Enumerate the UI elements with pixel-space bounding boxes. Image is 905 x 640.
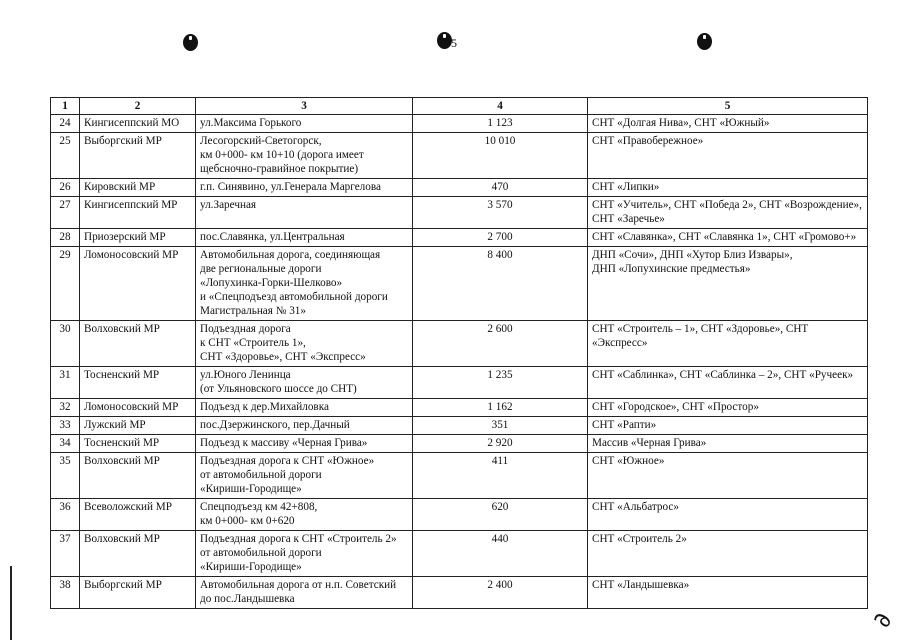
row-number: 35 xyxy=(51,453,80,499)
district-cell: Кингисеппский МО xyxy=(80,115,196,133)
district-cell: Выборгский МР xyxy=(80,577,196,609)
road-cell: ул.Юного Ленинца (от Ульяновского шоссе до СНТ) xyxy=(196,367,413,399)
length-cell: 1 162 xyxy=(413,399,588,417)
length-cell: 10 010 xyxy=(413,133,588,179)
row-number: 38 xyxy=(51,577,80,609)
table-header-row xyxy=(51,98,868,115)
snt-cell: СНТ «Строитель – 1», СНТ «Здоровье», СНТ «Экспресс» xyxy=(588,321,868,367)
snt-cell: СНТ «Городское», СНТ «Простор» xyxy=(588,399,868,417)
length-cell: 620 xyxy=(413,499,588,531)
snt-cell: СНТ «Альбатрос» xyxy=(588,499,868,531)
length-cell: 2 920 xyxy=(413,435,588,453)
row-number: 29 xyxy=(51,247,80,321)
snt-cell: СНТ «Ландышевка» xyxy=(588,577,868,609)
district-cell: Волховский МР xyxy=(80,453,196,499)
column-header: 2 xyxy=(80,98,196,115)
road-cell: Лесогорский-Светогорск, км 0+000- км 10+10 (дорога имеет щебсночно-гравийное покрытие) xyxy=(196,133,413,179)
snt-cell: СНТ «Учитель», СНТ «Победа 2», СНТ «Возрождение», СНТ «Заречье» xyxy=(588,197,868,229)
road-cell: Подъездная дорога к СНТ «Южное» от автомобильной дороги «Кириши-Городище» xyxy=(196,453,413,499)
road-cell: Автомобильная дорога, соединяющая две региональные дороги «Лопухинка-Горки-Шелково» и «Спецподъезд автомобильной дороги Магистральная № 31» xyxy=(196,247,413,321)
length-cell: 8 400 xyxy=(413,247,588,321)
district-cell: Кировский МР xyxy=(80,179,196,197)
column-header: 4 xyxy=(413,98,588,115)
length-cell: 1 123 xyxy=(413,115,588,133)
road-cell: Подъезд к дер.Михайловка xyxy=(196,399,413,417)
length-cell: 351 xyxy=(413,417,588,435)
length-cell: 440 xyxy=(413,531,588,577)
table-row xyxy=(51,229,868,247)
district-cell: Волховский МР xyxy=(80,531,196,577)
row-number: 25 xyxy=(51,133,80,179)
row-number: 32 xyxy=(51,399,80,417)
snt-cell: СНТ «Долгая Нива», СНТ «Южный» xyxy=(588,115,868,133)
row-number: 33 xyxy=(51,417,80,435)
column-header: 3 xyxy=(196,98,413,115)
road-cell: Автомобильная дорога от н.п. Советский до пос.Ландышевка xyxy=(196,577,413,609)
road-cell: ул.Максима Горького xyxy=(196,115,413,133)
row-number: 24 xyxy=(51,115,80,133)
district-cell: Всеволожский МР xyxy=(80,499,196,531)
column-header: 5 xyxy=(588,98,868,115)
table-row xyxy=(51,453,868,499)
table-row xyxy=(51,367,868,399)
table-row xyxy=(51,197,868,229)
district-cell: Выборгский МР xyxy=(80,133,196,179)
roads-table xyxy=(50,97,868,609)
road-cell: Подъездная дорога к СНТ «Строитель 1», СНТ «Здоровье», СНТ «Экспресс» xyxy=(196,321,413,367)
table-row xyxy=(51,499,868,531)
district-cell: Кингисеппский МР xyxy=(80,197,196,229)
table-row xyxy=(51,133,868,179)
row-number: 26 xyxy=(51,179,80,197)
scan-edge-line xyxy=(10,566,12,640)
district-cell: Тосненский МР xyxy=(80,435,196,453)
snt-cell: Массив «Черная Грива» xyxy=(588,435,868,453)
road-cell: Подъезд к массиву «Черная Грива» xyxy=(196,435,413,453)
table-row xyxy=(51,115,868,133)
road-cell: Спецподъезд км 42+808, км 0+000- км 0+620 xyxy=(196,499,413,531)
length-cell: 1 235 xyxy=(413,367,588,399)
table-row xyxy=(51,435,868,453)
table-row xyxy=(51,417,868,435)
district-cell: Ломоносовский МР xyxy=(80,399,196,417)
punch-hole-right xyxy=(697,33,712,50)
snt-cell: СНТ «Славянка», СНТ «Славянка 1», СНТ «Громово+» xyxy=(588,229,868,247)
district-cell: Лужский МР xyxy=(80,417,196,435)
snt-cell: СНТ «Саблинка», СНТ «Саблинка – 2», СНТ «Ручеек» xyxy=(588,367,868,399)
table-row xyxy=(51,179,868,197)
district-cell: Тосненский МР xyxy=(80,367,196,399)
punch-hole-left xyxy=(183,34,198,51)
snt-cell: СНТ «Липки» xyxy=(588,179,868,197)
length-cell: 2 400 xyxy=(413,577,588,609)
table-row xyxy=(51,531,868,577)
district-cell: Ломоносовский МР xyxy=(80,247,196,321)
road-cell: Подъездная дорога к СНТ «Строитель 2» от автомобильной дороги «Кириши-Городище» xyxy=(196,531,413,577)
length-cell: 411 xyxy=(413,453,588,499)
road-cell: пос.Славянка, ул.Центральная xyxy=(196,229,413,247)
length-cell: 470 xyxy=(413,179,588,197)
road-cell: ул.Заречная xyxy=(196,197,413,229)
length-cell: 2 700 xyxy=(413,229,588,247)
snt-cell: ДНП «Сочи», ДНП «Хутор Близ Извары», ДНП «Лопухинские предместья» xyxy=(588,247,868,321)
length-cell: 2 600 xyxy=(413,321,588,367)
row-number: 30 xyxy=(51,321,80,367)
page-number: 5 xyxy=(451,36,457,50)
table-row xyxy=(51,321,868,367)
table-row xyxy=(51,247,868,321)
snt-cell: СНТ «Южное» xyxy=(588,453,868,499)
district-cell: Волховский МР xyxy=(80,321,196,367)
snt-cell: СНТ «Правобережное» xyxy=(588,133,868,179)
table-row xyxy=(51,399,868,417)
road-cell: г.п. Синявино, ул.Генерала Маргелова xyxy=(196,179,413,197)
punch-hole-center xyxy=(437,32,452,49)
road-cell: пос.Дзержинского, пер.Дачный xyxy=(196,417,413,435)
snt-cell: СНТ «Рапти» xyxy=(588,417,868,435)
length-cell: 3 570 xyxy=(413,197,588,229)
row-number: 34 xyxy=(51,435,80,453)
row-number: 27 xyxy=(51,197,80,229)
row-number: 31 xyxy=(51,367,80,399)
snt-cell: СНТ «Строитель 2» xyxy=(588,531,868,577)
row-number: 37 xyxy=(51,531,80,577)
column-header: 1 xyxy=(51,98,80,115)
row-number: 28 xyxy=(51,229,80,247)
handwritten-mark: ∂ xyxy=(866,609,898,631)
district-cell: Приозерский МР xyxy=(80,229,196,247)
table-row xyxy=(51,577,868,609)
row-number: 36 xyxy=(51,499,80,531)
